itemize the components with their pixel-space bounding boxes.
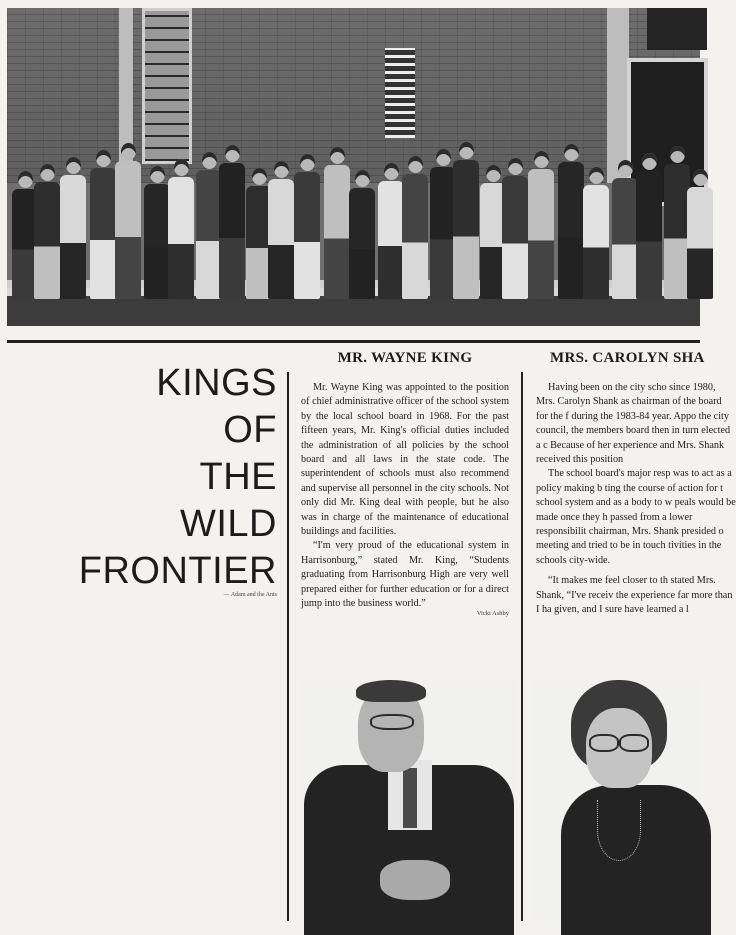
title-line: FRONTIER	[78, 550, 277, 592]
necktie	[403, 768, 417, 828]
title-line: WILD	[180, 503, 277, 545]
group-member	[33, 164, 61, 301]
page-title	[7, 360, 277, 598]
group-member	[89, 150, 117, 301]
group-member	[452, 142, 480, 301]
group-member	[557, 144, 585, 301]
eyeglasses	[589, 734, 619, 752]
group-member	[114, 143, 142, 301]
article-headline: MR. WAYNE KING	[337, 350, 473, 366]
article-paragraph: “It makes me feel closer to th stated Mrs. Shank, “I've receiv the experience far more than I ha given, and I sure have learned a l	[536, 575, 733, 616]
group-member	[267, 161, 295, 301]
column-rule	[521, 372, 523, 921]
title-line: OF	[223, 409, 277, 451]
article-wayne-king	[301, 350, 509, 617]
group-member	[293, 154, 321, 301]
group-of-people	[7, 126, 700, 301]
group-member	[59, 157, 87, 301]
group-member	[323, 147, 351, 301]
hair	[356, 680, 426, 702]
title-line: KINGS	[156, 362, 277, 404]
article-paragraph: The school board's major resp was to act as a policy making b ting the course of action for t school system and as a body to w peals would be made once they h passed from a lower responsibilit chairman, Mrs. Shank presided o meeting and tried to be in touch tivities in the schools city-wide.	[536, 468, 736, 566]
building-window	[647, 8, 707, 50]
group-member	[348, 170, 376, 301]
portrait-carolyn-shank	[531, 680, 700, 921]
article-paragraph: Having been on the city scho since 1980, Mrs. Carolyn Shank as chairman of the board for the f during the 1983-84 year. Appo the city council, the members board then in turn elected a c Because of her experience and Mrs. Shank received this position	[536, 382, 731, 466]
eyeglasses	[619, 734, 649, 752]
lattice-panel	[385, 48, 415, 138]
article-paragraph: “I'm very proud of the educational system in Harrisonburg,” stated Mr. King, “Students graduating from Harrisonburg High are very well prepared either for further education or for a direct jump into the business world.”	[301, 540, 509, 610]
title-credit: — Adam and the Ants	[223, 592, 277, 598]
group-member	[527, 151, 555, 301]
column-rule	[287, 372, 289, 921]
group-member	[167, 159, 195, 301]
article-paragraph: Mr. Wayne King was appointed to the position of chief administrative officer of the school system by the local school board in 1968. For the past fifteen years, Mr. King's official duties included the administration of all policies by the school board and all laws in the state code. The superintendent of schools must also recommend and supervise all personnel in the city schools. Not only did Mr. King deal with people, but he also was in charge of the maintenance of educational buildings and facilities.	[301, 382, 509, 538]
section-divider	[7, 340, 700, 343]
article-headline: MRS. CAROLYN SHA	[550, 350, 705, 366]
article-carolyn-shank	[536, 350, 736, 690]
title-line: THE	[199, 456, 277, 498]
group-member	[218, 145, 246, 301]
group-member	[635, 153, 663, 301]
eyeglasses	[370, 714, 414, 730]
necklace	[597, 800, 641, 861]
group-member	[401, 156, 429, 301]
group-photo	[7, 8, 700, 326]
group-member	[501, 158, 529, 301]
folded-hands	[380, 860, 450, 900]
group-member	[582, 167, 610, 301]
portrait-wayne-king	[300, 680, 518, 921]
group-member	[686, 169, 714, 301]
article-byline: Vicki Ashby	[476, 609, 509, 617]
